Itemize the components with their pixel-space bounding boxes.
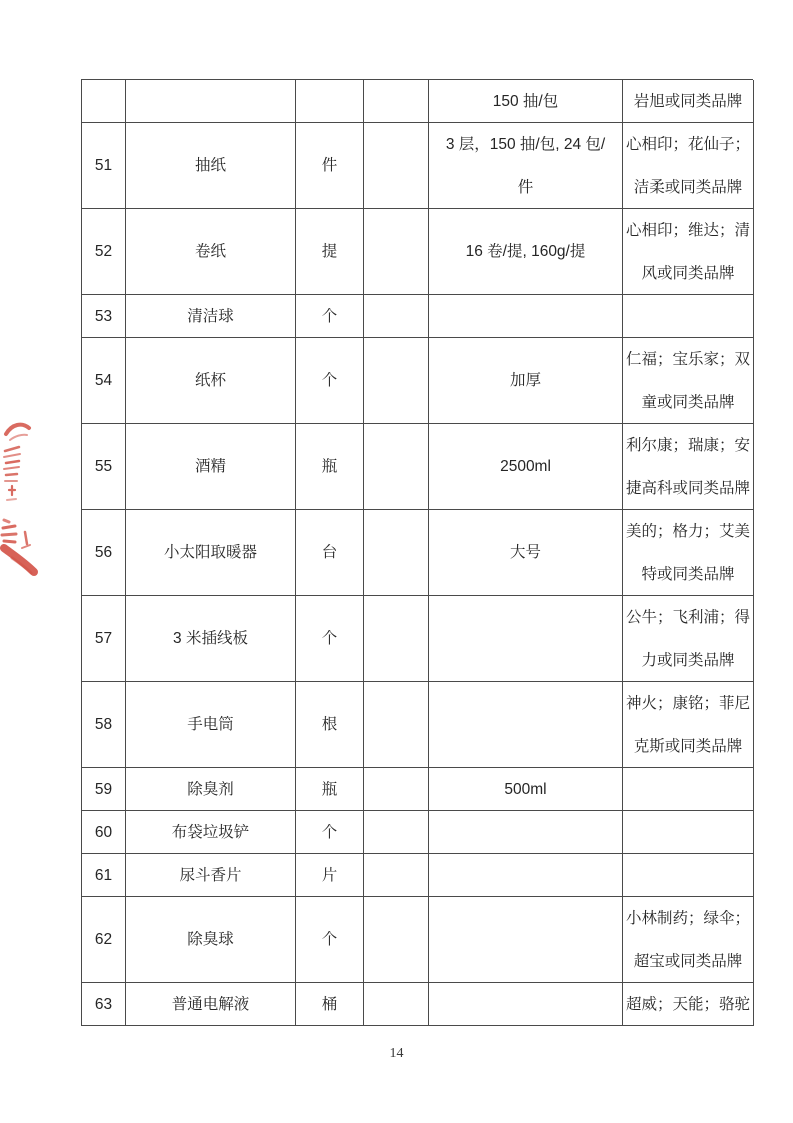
cell-qty xyxy=(364,338,429,424)
cell-no: 58 xyxy=(82,682,126,768)
table-row xyxy=(82,80,753,123)
cell-qty xyxy=(364,424,429,510)
cell-name: 抽纸 xyxy=(126,123,296,209)
cell-unit: 台 xyxy=(296,510,364,596)
cell-unit: 个 xyxy=(296,811,364,854)
cell-name: 小太阳取暖器 xyxy=(126,510,296,596)
cell-spec xyxy=(429,682,623,768)
cell-unit: 瓶 xyxy=(296,424,364,510)
cell-brand: 神火；康铭；菲尼 克斯或同类品牌 xyxy=(623,682,754,768)
cell-spec xyxy=(429,854,623,897)
cell-brand xyxy=(623,295,754,338)
cell-name xyxy=(126,80,296,123)
cell-qty xyxy=(364,768,429,811)
cell-qty xyxy=(364,209,429,295)
cell-name: 除臭球 xyxy=(126,897,296,983)
table-row xyxy=(82,854,753,897)
cell-brand: 美的；格力；艾美 特或同类品牌 xyxy=(623,510,754,596)
cell-brand: 超威；天能；骆驼 xyxy=(623,983,754,1026)
table-row xyxy=(82,338,753,424)
cell-name: 手电筒 xyxy=(126,682,296,768)
cell-name: 酒精 xyxy=(126,424,296,510)
cell-unit: 个 xyxy=(296,338,364,424)
cell-no: 51 xyxy=(82,123,126,209)
cell-no: 60 xyxy=(82,811,126,854)
cell-unit: 提 xyxy=(296,209,364,295)
table-row xyxy=(82,811,753,854)
cell-qty xyxy=(364,596,429,682)
cell-no: 57 xyxy=(82,596,126,682)
cell-spec xyxy=(429,897,623,983)
cell-no: 56 xyxy=(82,510,126,596)
cell-unit: 件 xyxy=(296,123,364,209)
cell-brand: 仁福；宝乐家；双 童或同类品牌 xyxy=(623,338,754,424)
seal-fragment-top-icon xyxy=(0,418,34,506)
cell-brand: 心相印；花仙子； 洁柔或同类品牌 xyxy=(623,123,754,209)
cell-unit: 瓶 xyxy=(296,768,364,811)
cell-name: 尿斗香片 xyxy=(126,854,296,897)
cell-spec xyxy=(429,596,623,682)
cell-no: 54 xyxy=(82,338,126,424)
cell-qty xyxy=(364,510,429,596)
cell-spec: 加厚 xyxy=(429,338,623,424)
cell-spec: 16 卷/提, 160g/提 xyxy=(429,209,623,295)
table-row xyxy=(82,424,753,510)
cell-unit: 个 xyxy=(296,897,364,983)
table-row xyxy=(82,897,753,983)
supplies-table xyxy=(81,79,753,1026)
table-row xyxy=(82,596,753,682)
cell-spec xyxy=(429,983,623,1026)
cell-brand xyxy=(623,854,754,897)
cell-qty xyxy=(364,682,429,768)
table-row xyxy=(82,768,753,811)
table-row xyxy=(82,295,753,338)
seal-fragment-bottom-icon xyxy=(0,510,40,588)
cell-unit: 个 xyxy=(296,596,364,682)
cell-brand xyxy=(623,768,754,811)
cell-spec: 150 抽/包 xyxy=(429,80,623,123)
cell-no xyxy=(82,80,126,123)
table-row xyxy=(82,510,753,596)
cell-name: 纸杯 xyxy=(126,338,296,424)
table-row xyxy=(82,123,753,209)
cell-name: 3 米插线板 xyxy=(126,596,296,682)
cell-spec: 500ml xyxy=(429,768,623,811)
cell-name: 清洁球 xyxy=(126,295,296,338)
cell-spec xyxy=(429,811,623,854)
cell-unit xyxy=(296,80,364,123)
cell-spec: 大号 xyxy=(429,510,623,596)
table-row xyxy=(82,983,753,1026)
cell-no: 59 xyxy=(82,768,126,811)
cell-unit: 片 xyxy=(296,854,364,897)
cell-qty xyxy=(364,854,429,897)
cell-no: 61 xyxy=(82,854,126,897)
cell-brand: 公牛；飞利浦；得 力或同类品牌 xyxy=(623,596,754,682)
cell-brand: 心相印；维达；清 风或同类品牌 xyxy=(623,209,754,295)
cell-qty xyxy=(364,983,429,1026)
table-row xyxy=(82,209,753,295)
cell-brand: 小林制药；绿伞； 超宝或同类品牌 xyxy=(623,897,754,983)
cell-spec xyxy=(429,295,623,338)
cell-qty xyxy=(364,897,429,983)
cell-brand xyxy=(623,811,754,854)
cell-name: 布袋垃圾铲 xyxy=(126,811,296,854)
cell-spec: 3 层，150 抽/包, 24 包/ 件 xyxy=(429,123,623,209)
table-row xyxy=(82,682,753,768)
page-number: 14 xyxy=(389,1046,404,1061)
cell-no: 53 xyxy=(82,295,126,338)
cell-unit: 个 xyxy=(296,295,364,338)
cell-brand: 岩旭或同类品牌 xyxy=(623,80,754,123)
cell-qty xyxy=(364,80,429,123)
cell-no: 52 xyxy=(82,209,126,295)
cell-unit: 桶 xyxy=(296,983,364,1026)
cell-no: 55 xyxy=(82,424,126,510)
cell-no: 63 xyxy=(82,983,126,1026)
cell-qty xyxy=(364,123,429,209)
cell-name: 除臭剂 xyxy=(126,768,296,811)
cell-name: 卷纸 xyxy=(126,209,296,295)
cell-no: 62 xyxy=(82,897,126,983)
cell-unit: 根 xyxy=(296,682,364,768)
cell-qty xyxy=(364,295,429,338)
cell-brand: 利尔康；瑞康；安 捷高科或同类品牌 xyxy=(623,424,754,510)
cell-name: 普通电解液 xyxy=(126,983,296,1026)
cell-qty xyxy=(364,811,429,854)
cell-spec: 2500ml xyxy=(429,424,623,510)
